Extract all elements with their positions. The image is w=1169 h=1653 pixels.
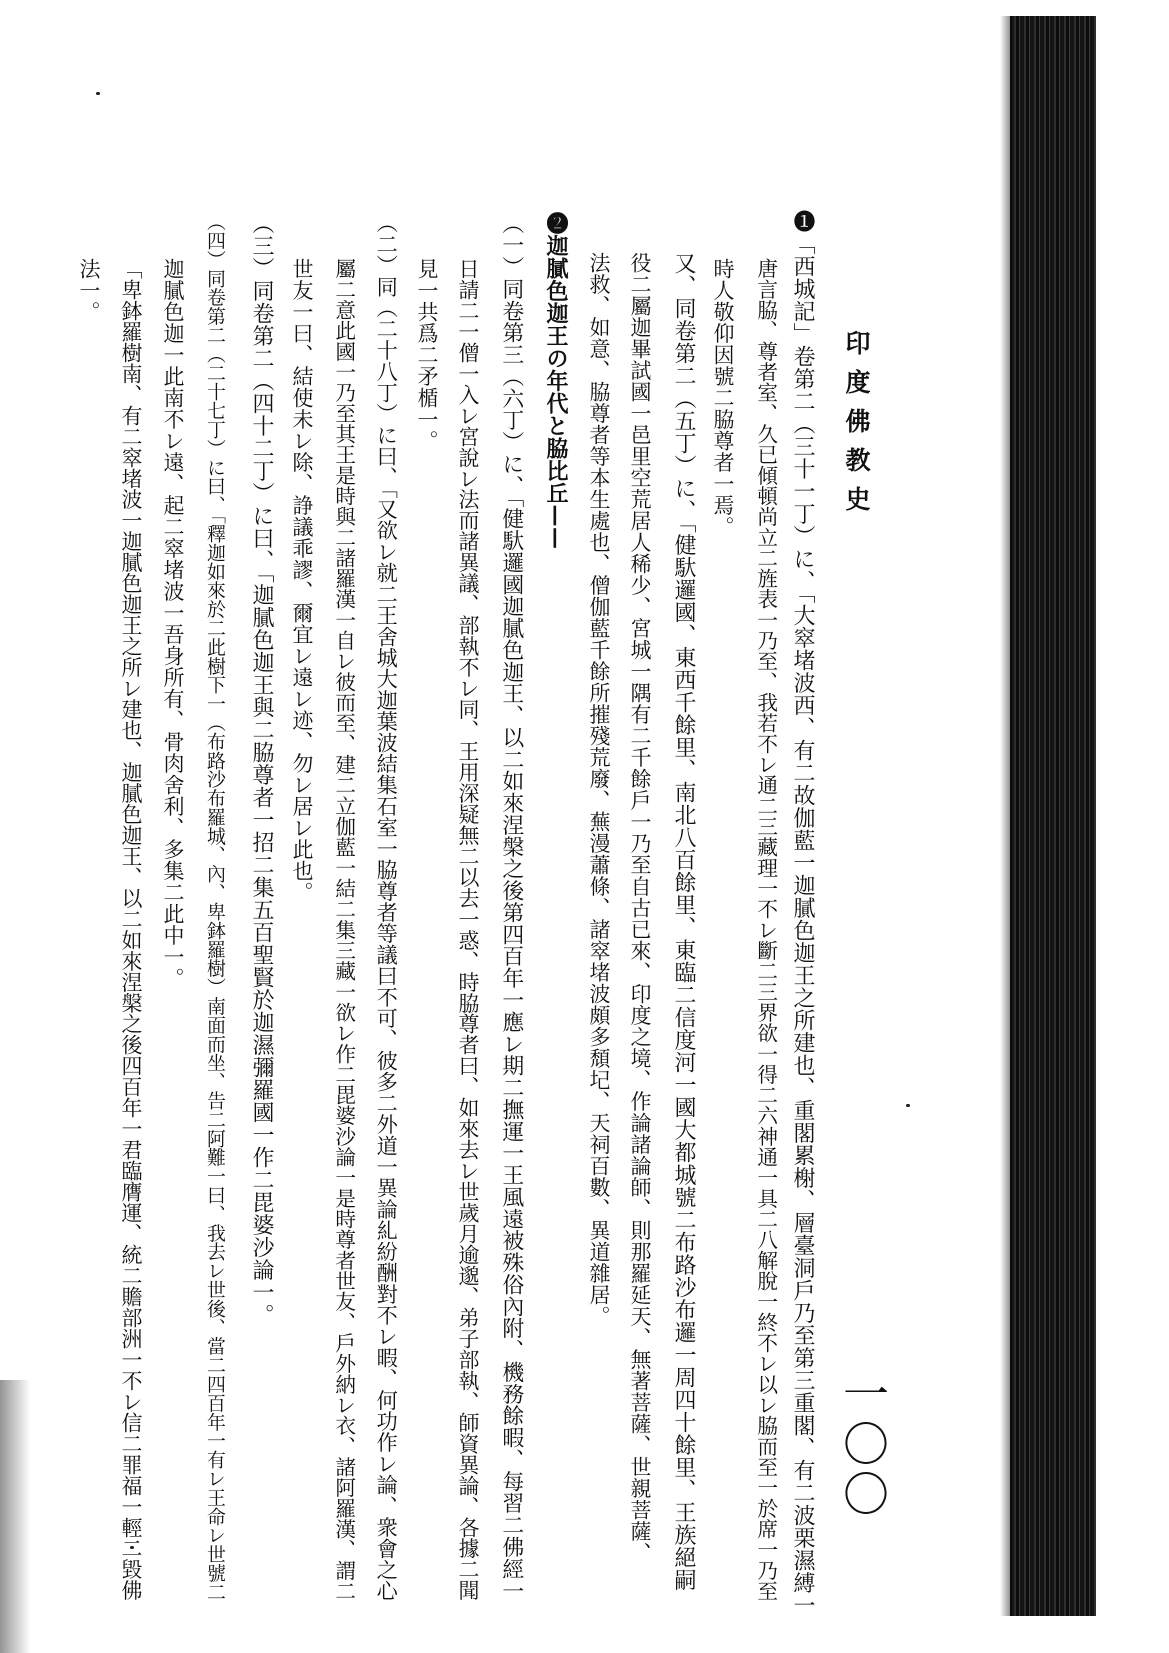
scan-smudge [0, 1380, 30, 1653]
text-column: 法救、如意、脇尊者等本生處也、僧伽藍千餘所摧殘荒廢、蕪漫蕭條、諸窣堵波頗多頹圮、天祠百數、異道雜居。 [587, 252, 611, 1327]
text-column: 「卑鉢羅樹南、有二窣堵波一迦膩色迦王之所レ建也、迦膩色迦王、以二如來涅槃之後四百年一君臨膺運、統二贍部洲一不レ信二罪福一輕二毀佛 [118, 258, 143, 1601]
text-column: 時人敬仰因號二脇尊者一焉。 [711, 258, 735, 538]
text-column: 又、同卷第二（五丁）に、「健馱邏國、東西千餘里、南北八百餘里、東臨二信度河一國大都城號二布路沙布邏一周四十餘里、王族絕嗣 [671, 252, 696, 1591]
section-heading: ❷迦膩色迦王の年代と脇比丘—— [543, 212, 569, 550]
text-column: 役二屬迦畢試國一邑里空荒居人稀少、宮城一隅有二千餘戶一乃至自古已來、印度之境、作論諸論師、則那羅延天、無著菩薩、世親菩薩、 [628, 252, 652, 1564]
scan-speck [906, 1104, 910, 1107]
text-column: 世友一曰、結使未レ除、諍議乖謬、爾宜レ遠レ迹、勿レ居レ此也。 [290, 258, 314, 903]
book-page-edge [1010, 16, 1096, 1616]
text-column: 日請二一僧一入レ宮說レ法而諸異議、部執不レ同、王用深疑無二以去一惑、時脇尊者曰、如來去レ世歲月逾邈、弟子部執、師資異論、各據二聞 [455, 258, 480, 1601]
text-column: （三）同卷第二（四十二丁）に曰、「迦膩色迦王與二脇尊者一招二集五百聖賢於迦濕彌羅國一作二毘婆沙論一。 [249, 212, 274, 1326]
text-column: （四）同卷第二（二十七丁）に曰、「釋迦如來於二此樹下一（布路沙布羅城、內、卑鉢羅樹）南面而坐、告二阿難一曰、我去レ世後、當二四百年一有レ王命レ世號二 [203, 212, 226, 1602]
text-column: 見一共爲二矛楯一。 [415, 258, 439, 452]
text-column: 法一。 [77, 258, 101, 323]
text-column: 唐言脇、尊者室、久已傾頓尚立二旌表一乃至、我若不レ通二三藏理一不レ斷二三界欲一得二六神通一具二八解脫一終不レ以レ脇而至一於席一乃至 [753, 258, 778, 1601]
page-edge-shadow [1000, 16, 1012, 1616]
text-column: （二）同（二十八丁）に曰、「又欲レ就二王舍城大迦葉波結集石室一脇尊者等議曰不可、彼多二外道一異論糺紛酬對不レ暇、何功作レ論、衆會之心 [373, 212, 399, 1602]
scan-speck [96, 92, 100, 95]
text-column: 迦膩色迦一此南不レ遠、起二窣堵波一吾身所有、骨肉舍利、多集二此中一。 [161, 258, 185, 989]
text-column: 屬二意此國一乃至其王是時與二諸羅漢一自レ彼而至、建二立伽藍一結二集三藏一欲レ作二毘婆沙論一是時尊者世友、戶外納レ衣、諸阿羅漢、謂二 [331, 258, 356, 1601]
text-column: ❶「西城記」卷第二（三十一丁）に、「大窣堵波西、有二故伽藍一迦膩色迦王之所建也、重閣累榭、層臺洞戶乃至第三重閣、有二波栗濕縛一 [790, 210, 815, 1617]
text-column: （一）同卷第三（六丁）に、「健馱邏國迦膩色迦王、以二如來涅槃之後第四百年一應レ期二撫運一王風遠被殊俗內附、機務餘暇、每習二佛經一 [498, 212, 524, 1602]
page-number: 一〇〇 [836, 1370, 890, 1520]
running-header-title: 印度佛教史 [842, 330, 871, 525]
